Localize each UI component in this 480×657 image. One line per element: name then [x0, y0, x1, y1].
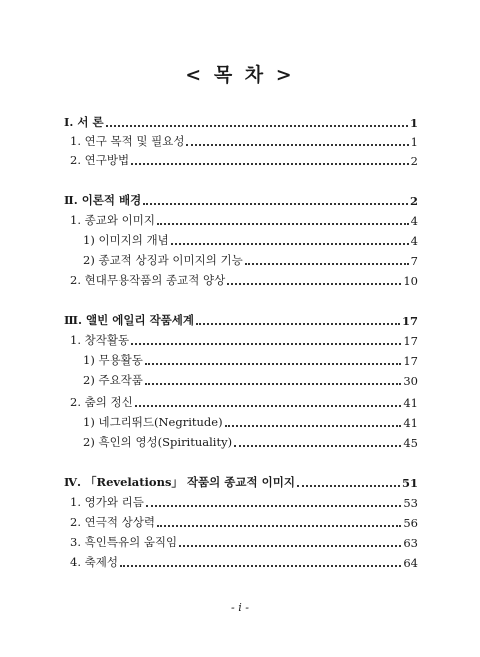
dot-leader	[186, 144, 408, 146]
toc-entry-label: 4. 축제성	[70, 555, 118, 569]
page-number-footer: - i -	[231, 601, 249, 614]
dot-leader	[171, 243, 409, 245]
toc-entry-page: 7	[410, 254, 418, 268]
toc-entry	[70, 394, 418, 410]
toc-entry	[70, 494, 418, 510]
toc-entry-page: 64	[403, 556, 418, 570]
toc-entry-label: 1) 무용활동	[83, 353, 143, 367]
dot-leader	[145, 383, 401, 385]
toc-entry-label: 1. 영가와 리듬	[70, 495, 144, 509]
dot-leader	[196, 323, 400, 325]
toc-entry	[70, 534, 418, 550]
toc-entry-page: 4	[410, 214, 418, 228]
dot-leader	[297, 485, 400, 487]
toc-entry-label: 2) 종교적 상징과 이미지의 기능	[83, 253, 243, 267]
dot-leader	[157, 525, 401, 527]
toc-entry-page: 17	[403, 354, 418, 368]
toc-entry-label: 2) 흑인의 영성(Spirituality)	[83, 435, 233, 449]
toc-entry-page: 53	[403, 496, 418, 510]
dot-leader	[145, 363, 401, 365]
toc-entry	[83, 232, 418, 248]
toc-entry	[70, 554, 418, 570]
toc-entry	[70, 133, 418, 149]
dot-leader	[131, 343, 401, 345]
dot-leader	[245, 263, 409, 265]
toc-entry-label: 1. 종교와 이미지	[70, 213, 155, 227]
toc-entry	[83, 414, 418, 430]
dot-leader	[157, 223, 409, 225]
toc-entry-label: 1. 연구 목적 및 필요성	[70, 134, 185, 148]
toc-entry-page: 2	[409, 194, 418, 208]
toc-entry-label: 2. 연극적 상상력	[70, 515, 155, 529]
toc-entry-label: 2. 현대무용작품의 종교적 양상	[70, 273, 226, 287]
dot-leader	[227, 283, 401, 285]
toc-entry-label: 2) 주요작품	[83, 373, 143, 387]
page-title: < 목 차 >	[185, 64, 295, 86]
toc-entry-label: Ⅲ. 앨빈 에일리 작품세계	[64, 313, 194, 327]
toc-section-entry	[64, 312, 418, 328]
toc-entry	[70, 272, 418, 288]
toc-entry-label: Ⅳ. 「Revelations」 작품의 종교적 이미지	[64, 475, 295, 489]
dot-leader	[143, 203, 408, 205]
toc-entry-page: 1	[410, 135, 418, 149]
toc-entry	[70, 152, 418, 168]
toc-entry-page: 51	[401, 476, 418, 490]
toc-entry-page: 63	[403, 536, 418, 550]
toc-entry	[70, 212, 418, 228]
toc-entry	[83, 434, 418, 450]
toc-entry-label: 2. 춤의 정신	[70, 395, 133, 409]
toc-entry-page: 17	[403, 334, 418, 348]
toc-entry	[70, 332, 418, 348]
dot-leader	[106, 125, 408, 127]
toc-entry-page: 30	[403, 374, 418, 388]
toc-entry-label: 1) 네그리뛰드(Negritude)	[83, 415, 223, 429]
dot-leader	[135, 405, 402, 407]
toc-entry-label: 1) 이미지의 개념	[83, 233, 169, 247]
dot-leader	[131, 163, 409, 165]
dot-leader	[179, 545, 401, 547]
toc-entry-page: 41	[403, 416, 418, 430]
toc-entry-label: Ⅱ. 이론적 배경	[64, 193, 142, 207]
toc-entry-label: 2. 연구방법	[70, 153, 130, 167]
toc-entry-page: 45	[403, 436, 418, 450]
toc-entry-page: 4	[410, 234, 418, 248]
toc-entry-page: 56	[403, 516, 418, 530]
toc-entry-label: Ⅰ. 서 론	[64, 115, 104, 129]
toc-entry-page: 2	[410, 154, 418, 168]
toc-entry-page: 17	[401, 314, 418, 328]
toc-entry-label: 3. 흑인특유의 움직임	[70, 535, 178, 549]
toc-entry	[70, 514, 418, 530]
dot-leader	[225, 425, 402, 427]
toc-entry	[83, 372, 418, 388]
toc-entry-page: 41	[403, 396, 418, 410]
dot-leader	[146, 505, 402, 507]
dot-leader	[234, 445, 401, 447]
toc-entry	[83, 352, 418, 368]
toc-entry-page: 10	[403, 274, 418, 288]
dot-leader	[120, 565, 401, 567]
toc-section-entry	[64, 114, 418, 130]
toc-entry	[83, 252, 418, 268]
toc-entry-page: 1	[409, 116, 418, 130]
toc-entry-label: 1. 창작활동	[70, 333, 130, 347]
toc-section-entry	[64, 474, 418, 490]
toc-section-entry	[64, 192, 418, 208]
